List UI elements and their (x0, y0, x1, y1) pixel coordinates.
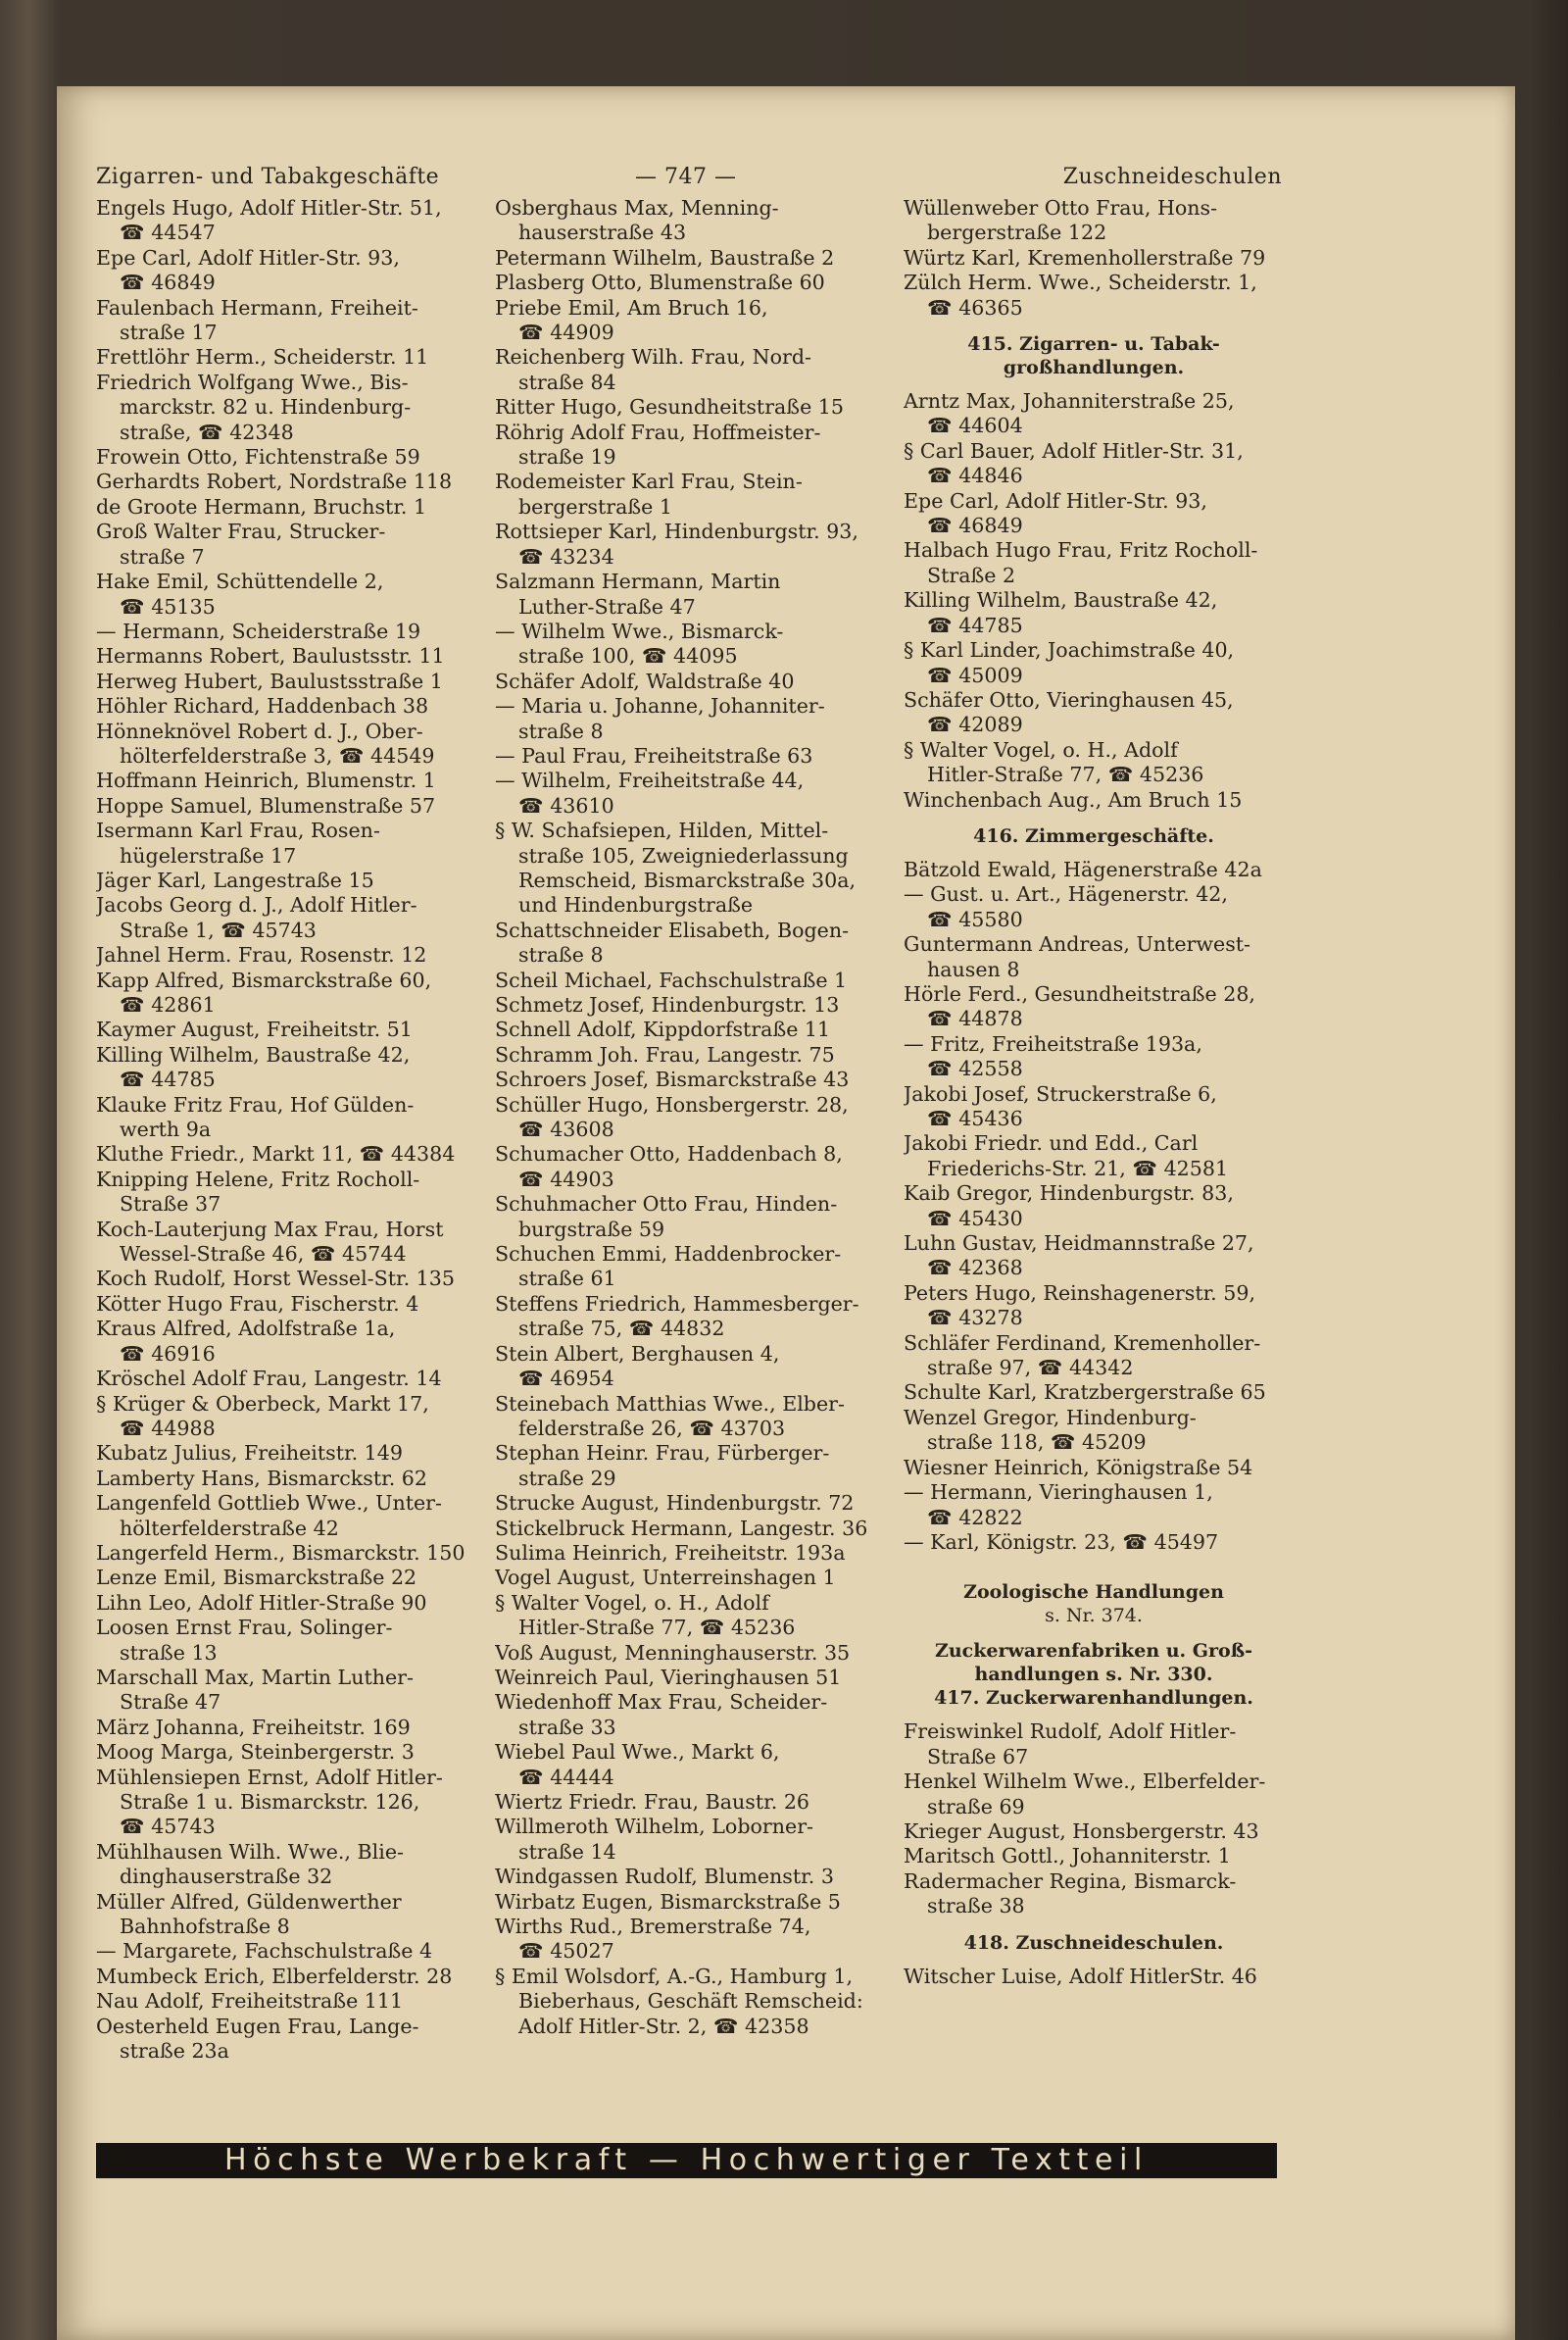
directory-entry: Jahnel Herm. Frau, Rosenstr. 12 (96, 943, 427, 968)
entry-continuation: ☎ 43278 (927, 1306, 1023, 1330)
directory-entry: Vogel August, Unterreinshagen 1 (495, 1566, 836, 1590)
entry-continuation: straße 33 (518, 1715, 616, 1739)
directory-entry: Loosen Ernst Frau, Solinger- (96, 1616, 393, 1640)
entry-continuation: hölterfelderstraße 3, ☎ 44549 (120, 743, 435, 768)
directory-entry: Engels Hugo, Adolf Hitler-Str. 51, (96, 196, 442, 220)
directory-entry: Bätzold Ewald, Hägenerstraße 42a (904, 857, 1262, 881)
directory-entry: § Walter Vogel, o. H., Adolf (904, 737, 1178, 762)
directory-entry: Jakobi Friedr. und Edd., Carl (904, 1131, 1199, 1156)
entry-continuation: ☎ 44988 (120, 1416, 216, 1440)
directory-entry: Oesterheld Eugen Frau, Lange- (96, 2014, 419, 2038)
directory-entry: Stephan Heinr. Frau, Fürberger- (495, 1441, 830, 1466)
entry-continuation: straße 75, ☎ 44832 (518, 1317, 725, 1341)
entry-continuation: Luther-Straße 47 (518, 594, 696, 619)
entry-continuation: ☎ 45135 (120, 594, 216, 619)
entry-continuation: straße 105, Zweigniederlassung (518, 843, 849, 868)
directory-entry: Scheil Michael, Fachschulstraße 1 (495, 968, 848, 992)
directory-entry: Wirbatz Eugen, Bismarckstraße 5 (495, 1889, 841, 1914)
entry-continuation: ☎ 44878 (927, 1007, 1023, 1031)
entry-continuation: Straße 37 (120, 1192, 221, 1217)
advertising-banner: Höchste Werbekraft — Hochwertiger Textteil (96, 2143, 1277, 2178)
directory-entry: Radermacher Regina, Bismarck- (904, 1868, 1237, 1893)
entry-continuation: ☎ 42861 (120, 993, 216, 1017)
entry-continuation: straße, ☎ 42348 (120, 420, 294, 444)
directory-entry: Kluthe Friedr., Markt 11, ☎ 44384 (96, 1142, 456, 1167)
entry-continuation: ☎ 43608 (518, 1118, 614, 1142)
directory-entry: Krieger August, Honsbergerstr. 43 (904, 1818, 1259, 1843)
entry-continuation: straße 38 (927, 1894, 1025, 1918)
entry-continuation: ☎ 46954 (518, 1367, 614, 1391)
directory-entry: Wiedenhoff Max Frau, Scheider- (495, 1690, 828, 1715)
directory-entry: Priebe Emil, Am Bruch 16, (495, 295, 768, 320)
header-right: Zuschneideschulen (1062, 165, 1282, 189)
section-heading: s. Nr. 374. (1045, 1605, 1143, 1627)
entry-continuation: marckstr. 82 u. Hindenburg- (120, 395, 412, 420)
entry-continuation: ☎ 45580 (927, 907, 1023, 931)
entry-continuation: straße 13 (120, 1640, 218, 1665)
directory-entry: Wirths Rud., Bremerstraße 74, (495, 1915, 811, 1939)
section-heading: Zuckerwarenfabriken u. Groß- (934, 1640, 1253, 1663)
directory-entry: Schumacher Otto, Haddenbach 8, (495, 1142, 843, 1167)
directory-entry: Schuhmacher Otto Frau, Hinden- (495, 1192, 838, 1217)
directory-entry: Maritsch Gottl., Johanniterstr. 1 (904, 1844, 1231, 1868)
directory-entry: Wüllenweber Otto Frau, Hons- (904, 196, 1218, 220)
directory-entry: Hoppe Samuel, Blumenstraße 57 (96, 793, 436, 818)
directory-entry: Rodemeister Karl Frau, Stein- (495, 470, 803, 494)
directory-entry: Jakobi Josef, Struckerstraße 6, (904, 1081, 1217, 1106)
directory-entry: Luhn Gustav, Heidmannstraße 27, (904, 1231, 1254, 1256)
directory-entry: Höhler Richard, Haddenbach 38 (96, 694, 429, 719)
directory-entry: Schattschneider Elisabeth, Bogen- (495, 918, 850, 942)
directory-entry: Steinebach Matthias Wwe., Elber- (495, 1391, 845, 1416)
directory-entry: Willmeroth Wilhelm, Loborner- (495, 1815, 813, 1839)
entry-continuation: ☎ 45436 (927, 1107, 1023, 1130)
entry-continuation: felderstraße 26, ☎ 43703 (518, 1416, 786, 1440)
directory-entry: Epe Carl, Adolf Hitler-Str. 93, (96, 245, 400, 270)
column-left (96, 196, 478, 2064)
entry-continuation: straße 61 (518, 1267, 616, 1291)
directory-entry: Steffens Friedrich, Hammesberger- (495, 1291, 859, 1316)
directory-entry: Wiesner Heinrich, Königstraße 54 (904, 1455, 1253, 1479)
entry-continuation: ☎ 44547 (120, 221, 216, 245)
entry-continuation: Straße 1, ☎ 45743 (120, 918, 317, 942)
entry-continuation: Friederichs-Str. 21, ☎ 42581 (927, 1156, 1229, 1180)
directory-entry: Wenzel Gregor, Hindenburg- (904, 1405, 1197, 1429)
directory-entry: Halbach Hugo Frau, Fritz Rocholl- (904, 538, 1258, 563)
directory-entry: Zülch Herm. Wwe., Scheiderstr. 1, (904, 271, 1257, 295)
entry-continuation: ☎ 44846 (927, 464, 1023, 488)
directory-entry: Frowein Otto, Fichtenstraße 59 (96, 445, 420, 470)
directory-entry: Nau Adolf, Freiheitstraße 111 (96, 1989, 404, 2014)
directory-entry: Schulte Karl, Kratzbergerstraße 65 (904, 1380, 1266, 1405)
entry-continuation: ☎ 44785 (120, 1068, 216, 1092)
directory-entry: Frettlöhr Herm., Scheiderstr. 11 (96, 345, 429, 370)
directory-entry: Plasberg Otto, Blumenstraße 60 (495, 271, 825, 295)
section-heading: 416. Zimmergeschäfte. (973, 824, 1214, 847)
directory-entry: Epe Carl, Adolf Hitler-Str. 93, (904, 488, 1207, 513)
directory-entry: Hoffmann Heinrich, Blumenstr. 1 (96, 769, 436, 793)
directory-entry: Kötter Hugo Frau, Fischerstr. 4 (96, 1291, 419, 1316)
entry-continuation: Straße 2 (927, 563, 1016, 587)
entry-continuation: ☎ 46365 (927, 295, 1023, 320)
section-heading: großhandlungen. (1003, 357, 1185, 379)
directory-entry: Voß August, Menninghauserstr. 35 (495, 1640, 851, 1665)
entry-continuation: Straße 47 (120, 1690, 221, 1715)
entry-continuation: Adolf Hitler-Str. 2, ☎ 42358 (518, 2014, 809, 2038)
directory-entry: Jäger Karl, Langestraße 15 (96, 868, 374, 892)
directory-entry: Lenze Emil, Bismarckstraße 22 (96, 1566, 417, 1590)
entry-continuation: straße 118, ☎ 45209 (927, 1430, 1147, 1455)
directory-entry: Strucke August, Hindenburgstr. 72 (495, 1491, 855, 1516)
entry-continuation: dinghauserstraße 32 (120, 1865, 333, 1889)
header-left: Zigarren- und Tabakgeschäfte (96, 165, 440, 189)
directory-entry: Sulima Heinrich, Freiheitstr. 193a (495, 1540, 846, 1565)
directory-entry: Hermanns Robert, Baulustsstr. 11 (96, 644, 445, 669)
directory-entry: Gerhardts Robert, Nordstraße 118 (96, 470, 453, 494)
directory-entry: Schuchen Emmi, Haddenbrocker- (495, 1242, 842, 1267)
entry-continuation: ☎ 46916 (120, 1341, 216, 1366)
entry-continuation: Bieberhaus, Geschäft Remscheid: (518, 1989, 863, 2014)
directory-entry: Hörle Ferd., Gesundheitstraße 28, (904, 981, 1255, 1006)
entry-continuation: ☎ 45027 (518, 1939, 614, 1964)
directory-entry: Moog Marga, Steinbergerstr. 3 (96, 1740, 415, 1765)
directory-entry: Schläfer Ferdinand, Kremenholler- (904, 1330, 1261, 1355)
entry-continuation: straße 17 (120, 321, 218, 345)
directory-entry: Arntz Max, Johanniterstraße 25, (904, 389, 1235, 414)
column-right (904, 196, 1284, 1989)
entry-continuation: ☎ 43234 (518, 544, 614, 569)
page-number: — 747 — (635, 165, 737, 189)
directory-entry: Schäfer Otto, Vieringhausen 45, (904, 687, 1234, 712)
directory-entry: § W. Schafsiepen, Hilden, Mittel- (495, 819, 829, 843)
directory-entry: Herweg Hubert, Baulustsstraße 1 (96, 669, 443, 693)
entry-continuation: straße 100, ☎ 44095 (518, 644, 738, 669)
directory-entry: Witscher Luise, Adolf HitlerStr. 46 (904, 1964, 1257, 1988)
entry-continuation: Remscheid, Bismarckstraße 30a, (518, 868, 857, 892)
directory-entry: Guntermann Andreas, Unterwest- (904, 932, 1250, 957)
directory-entry: Petermann Wilhelm, Baustraße 2 (495, 245, 835, 270)
directory-entry: Mühlensiepen Ernst, Adolf Hitler- (96, 1765, 443, 1789)
directory-entry: Salzmann Hermann, Martin (495, 570, 781, 594)
directory-entry: Stickelbruck Hermann, Langestr. 36 (495, 1516, 868, 1540)
directory-entry: Hönneknövel Robert d. J., Ober- (96, 719, 423, 743)
entry-continuation: ☎ 44909 (518, 321, 614, 345)
entry-continuation: straße 29 (518, 1466, 616, 1490)
directory-entry: — Wilhelm Wwe., Bismarck- (495, 619, 784, 643)
entry-continuation: straße 23a (120, 2039, 229, 2064)
entry-continuation: straße 14 (518, 1839, 616, 1864)
directory-entry: — Wilhelm, Freiheitstraße 44, (495, 769, 805, 793)
directory-entry: Schüller Hugo, Honsbergerstr. 28, (495, 1092, 849, 1117)
entry-continuation: ☎ 45743 (120, 1815, 216, 1839)
entry-continuation: bergerstraße 1 (518, 494, 672, 519)
entry-continuation: burgstraße 59 (518, 1217, 665, 1241)
directory-entry: Kaymer August, Freiheitstr. 51 (96, 1018, 413, 1042)
entry-continuation: ☎ 45009 (927, 663, 1023, 687)
entry-continuation: hügelerstraße 17 (120, 843, 297, 868)
entry-continuation: Straße 1 u. Bismarckstr. 126, (120, 1790, 420, 1814)
directory-entry: Mumbeck Erich, Elberfelderstr. 28 (96, 1964, 453, 1988)
directory-entry: § Karl Linder, Joachimstraße 40, (904, 638, 1235, 663)
entry-continuation: straße 84 (518, 370, 616, 394)
directory-entry: § Carl Bauer, Adolf Hitler-Str. 31, (904, 438, 1244, 463)
entry-continuation: ☎ 44604 (927, 414, 1023, 438)
directory-entry: Faulenbach Hermann, Freiheit- (96, 295, 418, 320)
directory-entry: Lamberty Hans, Bismarckstr. 62 (96, 1466, 427, 1490)
directory-entry: Schmetz Josef, Hindenburgstr. 13 (495, 993, 840, 1017)
spacer (904, 1555, 1284, 1568)
directory-entry: Koch Rudolf, Horst Wessel-Str. 135 (96, 1267, 455, 1291)
directory-entry: Knipping Helene, Fritz Rocholl- (96, 1167, 420, 1191)
directory-entry: Klauke Fritz Frau, Hof Gülden- (96, 1092, 415, 1117)
entry-continuation: ☎ 44785 (927, 613, 1023, 637)
directory-entry: Stein Albert, Berghausen 4, (495, 1341, 780, 1366)
entry-continuation: Wessel-Straße 46, ☎ 45744 (120, 1242, 407, 1267)
directory-entry: Langenfeld Gottlieb Wwe., Unter- (96, 1491, 442, 1516)
entry-continuation: straße 97, ☎ 44342 (927, 1356, 1134, 1380)
directory-entry: Schroers Josef, Bismarckstraße 43 (495, 1068, 850, 1092)
section-heading: 415. Zigarren- u. Tabak- (967, 333, 1220, 356)
entry-continuation: ☎ 42089 (927, 713, 1023, 737)
directory-entry: — Paul Frau, Freiheitstraße 63 (495, 743, 813, 768)
directory-entry: Killing Wilhelm, Baustraße 42, (96, 1042, 411, 1067)
entry-continuation: ☎ 42368 (927, 1256, 1023, 1280)
entry-continuation: straße 69 (927, 1794, 1025, 1818)
directory-entry: Groß Walter Frau, Strucker- (96, 520, 386, 544)
directory-entry: Jacobs Georg d. J., Adolf Hitler- (96, 893, 417, 918)
entry-continuation: bergerstraße 122 (927, 221, 1107, 245)
entry-continuation: und Hindenburgstraße (518, 893, 754, 918)
directory-entry: Würtz Karl, Kremenhollerstraße 79 (904, 245, 1266, 270)
directory-entry: Peters Hugo, Reinshagenerstr. 59, (904, 1280, 1256, 1305)
entry-continuation: Straße 67 (927, 1744, 1029, 1768)
directory-entry: — Hermann, Vieringhausen 1, (904, 1480, 1213, 1505)
directory-entry: Windgassen Rudolf, Blumenstr. 3 (495, 1865, 834, 1889)
entry-continuation: ☎ 43610 (518, 793, 614, 818)
entry-continuation: hölterfelderstraße 42 (120, 1516, 339, 1540)
entry-continuation: ☎ 42822 (927, 1505, 1023, 1529)
directory-entry: Kröschel Adolf Frau, Langestr. 14 (96, 1367, 442, 1391)
directory-entry: Röhrig Adolf Frau, Hoffmeister- (495, 420, 821, 444)
section-heading: Zoologische Handlungen (963, 1581, 1224, 1604)
section-heading: handlungen s. Nr. 330. (974, 1664, 1213, 1686)
directory-entry: — Fritz, Freiheitstraße 193a, (904, 1031, 1202, 1056)
directory-entry: Müller Alfred, Güldenwerther (96, 1889, 402, 1914)
directory-entry: — Maria u. Johanne, Johanniter- (495, 694, 825, 719)
page-header (96, 165, 1282, 194)
directory-entry: Schnell Adolf, Kippdorfstraße 11 (495, 1018, 831, 1042)
entry-continuation: ☎ 44444 (518, 1765, 614, 1789)
entry-continuation: straße 7 (120, 544, 205, 569)
directory-entry: Killing Wilhelm, Baustraße 42, (904, 588, 1218, 613)
directory-entry: Schäfer Adolf, Waldstraße 40 (495, 669, 795, 693)
entry-continuation: ☎ 44903 (518, 1167, 614, 1191)
entry-continuation: ☎ 46849 (927, 514, 1023, 538)
section-heading: 418. Zuschneideschulen. (963, 1931, 1224, 1954)
directory-entry: Langerfeld Herm., Bismarckstr. 150 (96, 1540, 466, 1565)
entry-continuation: hausen 8 (927, 957, 1020, 981)
column-middle (495, 196, 875, 2039)
directory-entry: Kubatz Julius, Freiheitstr. 149 (96, 1441, 403, 1466)
directory-entry: — Gust. u. Art., Hägenerstr. 42, (904, 882, 1228, 907)
directory-entry: § Emil Wolsdorf, A.-G., Hamburg 1, (495, 1964, 854, 1988)
directory-entry: Reichenberg Wilh. Frau, Nord- (495, 345, 811, 370)
directory-entry: Osberghaus Max, Menning- (495, 196, 779, 220)
directory-entry: Ritter Hugo, Gesundheitstraße 15 (495, 395, 845, 420)
directory-entry: § Walter Vogel, o. H., Adolf (495, 1590, 769, 1615)
directory-entry: § Krüger & Oberbeck, Markt 17, (96, 1391, 429, 1416)
directory-entry: Friedrich Wolfgang Wwe., Bis- (96, 370, 409, 394)
entry-continuation: ☎ 46849 (120, 271, 216, 295)
entry-continuation: hauserstraße 43 (518, 221, 687, 245)
directory-entry: Isermann Karl Frau, Rosen- (96, 819, 380, 843)
directory-entry: Hake Emil, Schüttendelle 2, (96, 570, 384, 594)
directory-entry: — Karl, Königstr. 23, ☎ 45497 (904, 1529, 1219, 1554)
section-heading: 417. Zuckerwarenhandlungen. (934, 1687, 1253, 1710)
entry-continuation: ☎ 45430 (927, 1206, 1023, 1230)
entry-continuation: Bahnhofstraße 8 (120, 1915, 290, 1939)
directory-entry: Koch-Lauterjung Max Frau, Horst (96, 1217, 444, 1241)
entry-continuation: Hitler-Straße 77, ☎ 45236 (518, 1616, 796, 1640)
directory-entry: Wiertz Friedr. Frau, Baustr. 26 (495, 1790, 810, 1814)
directory-entry: — Hermann, Scheiderstraße 19 (96, 619, 421, 643)
directory-entry: Wiebel Paul Wwe., Markt 6, (495, 1740, 780, 1765)
directory-entry: Schramm Joh. Frau, Langestr. 75 (495, 1042, 835, 1067)
directory-entry: Marschall Max, Martin Luther- (96, 1665, 414, 1689)
entry-continuation: Hitler-Straße 77, ☎ 45236 (927, 763, 1204, 787)
directory-entry: Kapp Alfred, Bismarckstraße 60, (96, 968, 432, 992)
directory-entry: de Groote Hermann, Bruchstr. 1 (96, 494, 427, 519)
directory-entry: Kraus Alfred, Adolfstraße 1a, (96, 1317, 396, 1341)
entry-continuation: werth 9a (120, 1118, 212, 1142)
directory-entry: Winchenbach Aug., Am Bruch 15 (904, 787, 1243, 812)
directory-entry: — Margarete, Fachschulstraße 4 (96, 1939, 433, 1964)
entry-continuation: straße 8 (518, 719, 604, 743)
directory-entry: Kaib Gregor, Hindenburgstr. 83, (904, 1181, 1234, 1206)
directory-entry: März Johanna, Freiheitstr. 169 (96, 1715, 411, 1739)
entry-continuation: straße 19 (518, 445, 616, 470)
entry-continuation: ☎ 42558 (927, 1057, 1023, 1081)
directory-entry: Freiswinkel Rudolf, Adolf Hitler- (904, 1719, 1237, 1744)
entry-continuation: straße 8 (518, 943, 604, 968)
directory-entry: Lihn Leo, Adolf Hitler-Straße 90 (96, 1590, 427, 1615)
directory-entry: Weinreich Paul, Vieringhausen 51 (495, 1665, 842, 1689)
directory-entry: Henkel Wilhelm Wwe., Elberfelder- (904, 1769, 1266, 1794)
directory-entry: Mühlhausen Wilh. Wwe., Blie- (96, 1839, 404, 1864)
directory-entry: Rottsieper Karl, Hindenburgstr. 93, (495, 520, 858, 544)
